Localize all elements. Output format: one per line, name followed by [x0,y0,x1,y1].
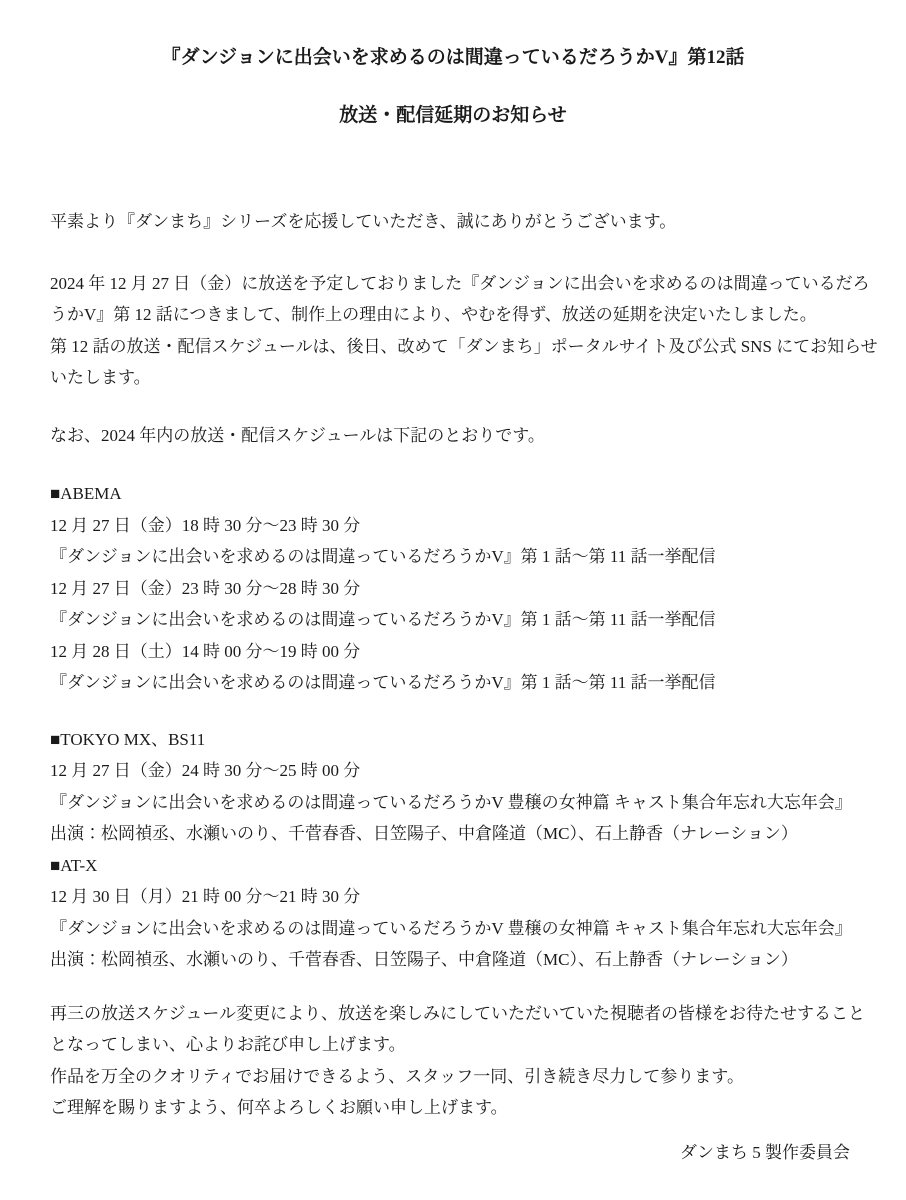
notice-title-line2: 放送・配信延期のお知らせ [339,105,567,126]
delay-paragraph-line3: 第 12 話の放送・配信スケジュールは、後日、改めて「ダンまち」ポータルサイト及び公式 SNS にてお知らせ [50,336,878,356]
tokyomx-header: ■TOKYO MX、BS11 [50,729,206,749]
closing-line2: となってしまい、心よりお詫び申し上げます。 [50,1035,406,1054]
intro-thanks: 平素より『ダンまち』シリーズを応援していただき、誠にありがとうございます。 [50,212,677,231]
abema-slot2-title: 『ダンジョンに出会いを求めるのは間違っているだろうかV』第 1 話～第 11 話一挙配信 [50,610,716,629]
tokyomx-time: 12 月 27 日（金）24 時 30 分～25 時 00 分 [50,761,361,780]
delay-paragraph-line2: うかV』第 12 話につきまして、制作上の理由により、やむを得ず、放送の延期を決定いたしました。 [50,305,817,324]
tokyomx-cast: 出演：松岡禎丞、水瀬いのり、千菅春香、日笠陽子、中倉隆道（MC）、石上静香（ナレーション） [50,824,798,843]
abema-schedule-section [0,478,906,699]
delay-paragraph-line4: いたします。 [50,368,151,387]
tokyomx-program-title: 『ダンジョンに出会いを求めるのは間違っているだろうかV 豊穣の女神篇 キャスト集合年忘れ大忘年会』 [50,792,852,812]
notice-title-block [0,42,906,132]
tokyomx-schedule-section [0,724,906,850]
abema-slot1-time: 12 月 27 日（金）18 時 30 分～23 時 30 分 [50,515,361,535]
abema-slot3-title: 『ダンジョンに出会いを求めるのは間違っているだろうかV』第 1 話～第 11 話一挙配信 [50,673,716,692]
atx-header: ■AT-X [50,855,98,875]
abema-slot2-time: 12 月 27 日（金）23 時 30 分～28 時 30 分 [50,578,361,598]
closing-line3: 作品を万全のクオリティでお届けできるよう、スタッフ一同、引き続き尽力して参ります。 [50,1066,744,1086]
atx-time: 12 月 30 日（月）21 時 00 分～21 時 30 分 [50,887,361,906]
atx-program-title: 『ダンジョンに出会いを求めるのは間違っているだろうかV 豊穣の女神篇 キャスト集合年忘れ大忘年会』 [50,918,852,938]
signature-block [0,1137,906,1169]
abema-slot1-title: 『ダンジョンに出会いを求めるのは間違っているだろうかV』第 1 話～第 11 話一挙配信 [50,547,716,566]
abema-header: ■ABEMA [50,484,122,503]
production-committee-signature: ダンまち 5 製作委員会 [679,1142,850,1162]
schedule-note: なお、2024 年内の放送・配信スケジュールは下記のとおりです。 [50,425,545,445]
atx-cast: 出演：松岡禎丞、水瀬いのり、千菅春香、日笠陽子、中倉隆道（MC）、石上静香（ナレーション） [50,950,798,969]
closing-line1: 再三の放送スケジュール変更により、放送を楽しみにしていただいていた視聴者の皆様をお待たせすること [50,1003,865,1023]
intro-section [0,206,906,451]
notice-title-line1: 『ダンジョンに出会いを求めるのは間違っているだろうかV』第12話 [161,47,745,68]
delay-paragraph-line1: 2024 年 12 月 27 日（金）に放送を予定しておりました『ダンジョンに出会いを求めるのは間違っているだろ [50,273,870,293]
atx-schedule-section [0,850,906,976]
abema-slot3-time: 12 月 28 日（土）14 時 00 分～19 時 00 分 [50,641,361,661]
closing-section [0,998,906,1124]
closing-line4: ご理解を賜りますよう、何卒よろしくお願い申し上げます。 [50,1098,508,1117]
